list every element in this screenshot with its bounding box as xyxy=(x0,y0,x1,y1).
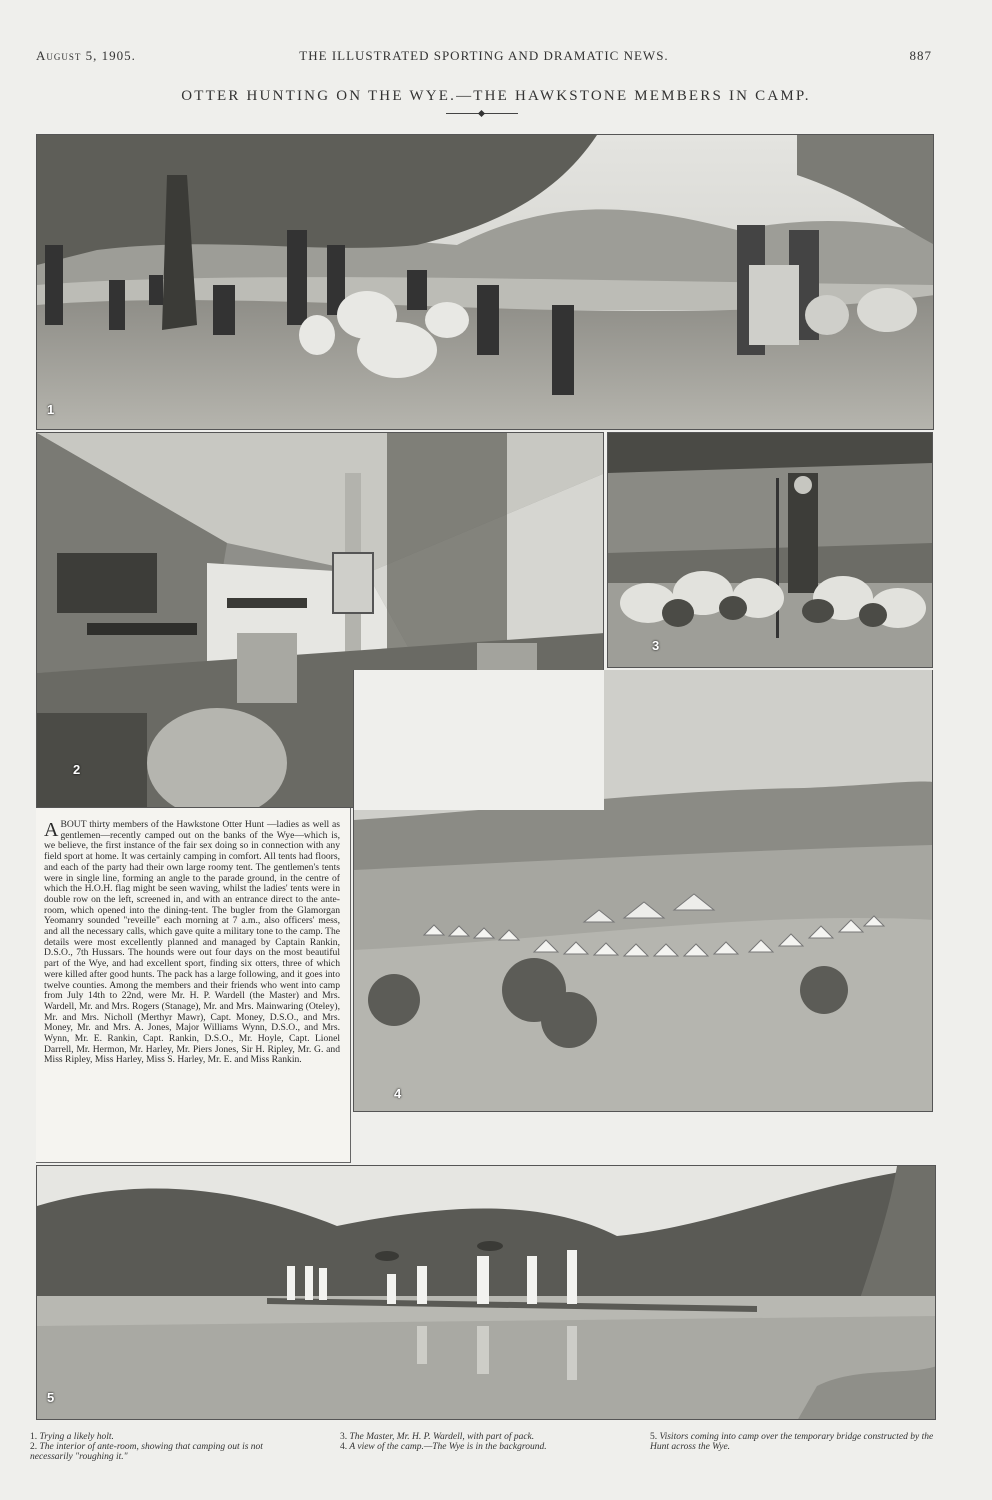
caption-4-number: 4. xyxy=(340,1442,348,1452)
caption-2-number: 2. xyxy=(30,1442,38,1452)
caption-4-text: A view of the camp.—The Wye is in the background. xyxy=(349,1442,547,1452)
drop-cap: A xyxy=(44,819,59,841)
masthead xyxy=(36,48,932,70)
photo-5-temporary-bridge xyxy=(36,1165,936,1420)
caption-1-number: 1. xyxy=(30,1432,38,1442)
caption-3 xyxy=(340,1432,640,1442)
caption-3-number: 3. xyxy=(340,1432,348,1442)
article-box xyxy=(36,808,351,1163)
article-text: BOUT thirty members of the Hawkstone Otter Hunt —ladies as well as gentlemen—recently camped out on the banks of the Wye—which is, we believe, the first instance of the fair sex doing so in connection with any field sport at home. It was certainly camping in comfort. All tents had floors, and each of the party had their own large roomy tent. The gentlemen's tents were in single line, forming an angle to the parade ground, in the centre of which the H.O.H. flag might be seen waving, whilst the ladies' tents were in double row on the left, screened in, and with an entrance direct to the ante-room, which opened into the dining-tent. The bugler from the Glamorgan Yeomanry sounded "reveille" each morning at 7 a.m., also officers' mess, and all the necessary calls, which gave quite a military tone to the camp. The details were most excellently planned and managed by Captain Rankin, D.S.O., 7th Hussars. The hounds were out four days on the most beautiful part of the Wye, and had excellent sport, finding six otters, three of which were killed after good hunts. The pack has a large following, and it goes into twelve counties. Among the members and their friends who went into camp from July 14th to 22nd, were Mr. H. P. Wardell (the Master) and Mrs. Wardell, Mr. and Mrs. Rogers (Stanage), Mr. and Mrs. Mainwaring (Oteley), Mr. and Mrs. Nicholl (Merthyr Mawr), Capt. Money, D.S.O., and Mrs. Money, Mr. and Mrs. A. Jones, Major Williams Wynn, D.S.O., and Mrs. Wynn, Mr. E. Rankin, Capt. Rankin, D.S.O., Mr. Hoyle, Capt. Lionel Darrell, Mr. Hermon, Mr. Harley, Mr. Piers Jones, Sir H. Ripley, Mr. G. and Miss Ripley, Miss Harley, Miss S. Harley, Mr. E. and Miss Rankin. xyxy=(44,819,340,1066)
photo-4-camp-view xyxy=(353,670,933,1112)
photo-5-number: 5 xyxy=(47,1390,55,1405)
photo-1-number: 1 xyxy=(47,402,55,417)
issue-date: August 5, 1905. xyxy=(36,48,136,63)
caption-5-number: 5. xyxy=(650,1432,658,1442)
photo-1-trying-holt xyxy=(36,134,934,430)
headline: OTTER HUNTING ON THE WYE.—THE HAWKSTONE MEMBERS IN CAMP. xyxy=(181,88,811,104)
caption-3-text: The Master, Mr. H. P. Wardell, with part of pack. xyxy=(349,1432,535,1442)
caption-1 xyxy=(30,1432,320,1442)
caption-1-text: Trying a likely holt. xyxy=(39,1432,114,1442)
publication-title: THE ILLUSTRATED SPORTING AND DRAMATIC NEWS. xyxy=(299,48,669,63)
photo-4-number: 4 xyxy=(394,1086,402,1101)
photo-3-master-with-pack xyxy=(607,432,933,668)
caption-4 xyxy=(340,1442,650,1452)
article-body xyxy=(44,820,340,1066)
photo-4-image xyxy=(354,670,933,1112)
ornamental-rule xyxy=(446,113,518,114)
caption-5-text: Visitors coming into camp over the temporary bridge constructed by the Hunt across the Wye. xyxy=(650,1432,934,1452)
caption-5 xyxy=(650,1432,940,1452)
photo-2-number: 2 xyxy=(73,762,81,777)
photo-5-image xyxy=(37,1166,936,1420)
photo-3-image xyxy=(608,433,933,668)
photo-1-image xyxy=(37,135,934,430)
page-number: 887 xyxy=(909,48,932,63)
caption-2-text: The interior of ante-room, showing that camping out is not necessarily "roughing it." xyxy=(30,1442,263,1462)
caption-2 xyxy=(30,1442,290,1462)
photo-3-number: 3 xyxy=(652,638,660,653)
